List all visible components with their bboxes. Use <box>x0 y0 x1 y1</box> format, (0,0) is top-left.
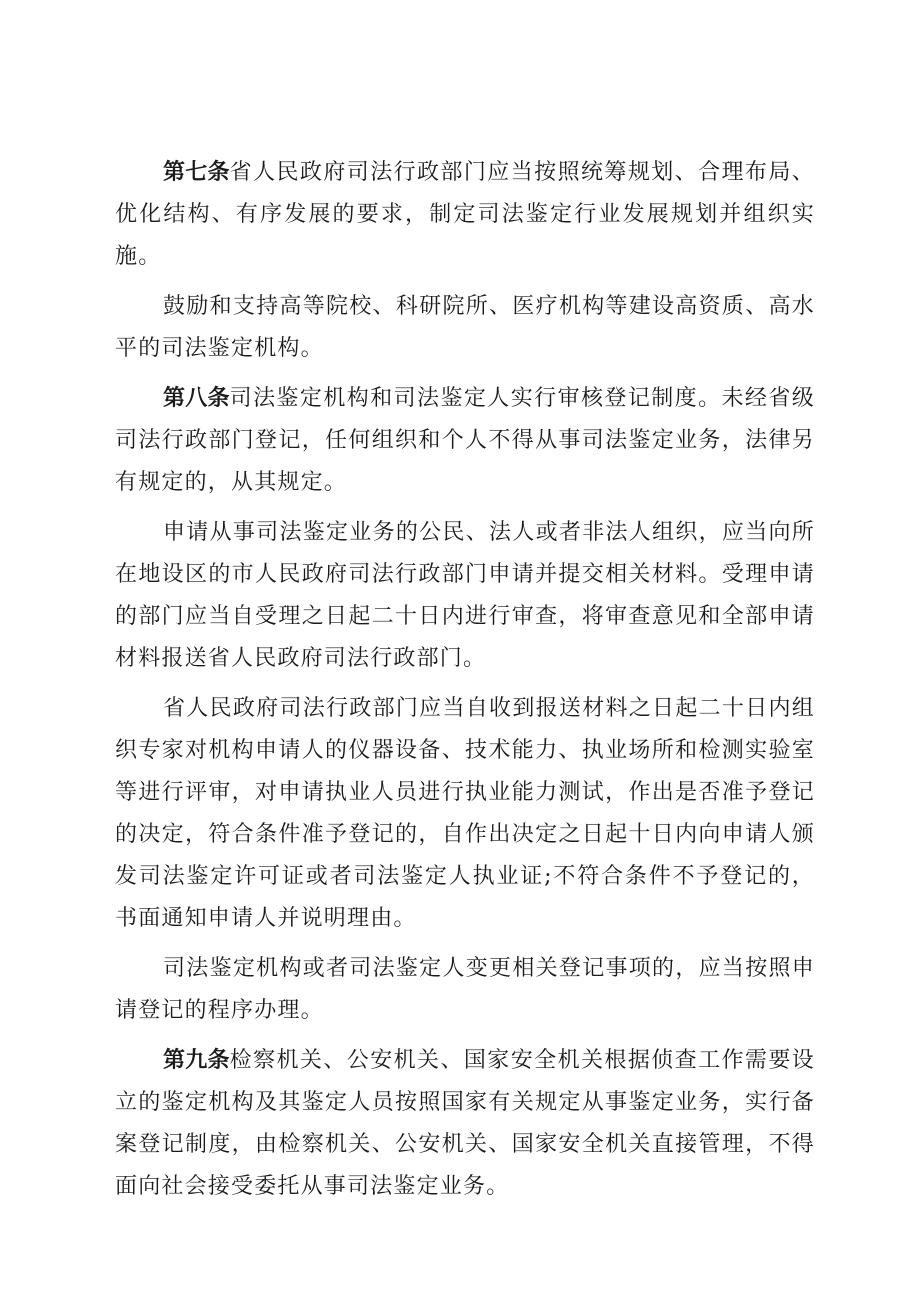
article-7-clause-2 <box>115 286 815 370</box>
article-8-clause-4 <box>115 948 815 1032</box>
article-8-clause-2 <box>115 512 815 680</box>
article-9-text: 检察机关、公安机关、国家安全机关根据侦查工作需要设立的鉴定机构及其鉴定人员按照国家有关规定从事鉴定业务，实行备案登记制度，由检察机关、公安机关、国家安全机关直接管理，不得面向社会接受委托从事司法鉴定业务。 <box>115 1048 815 1199</box>
article-7-text: 省人民政府司法行政部门应当按照统筹规划、合理布局、优化结构、有序发展的要求，制定司法鉴定行业发展规划并组织实施。 <box>115 160 815 269</box>
article-8-paragraph <box>115 378 815 504</box>
article-7-paragraph <box>115 152 815 278</box>
article-8-clause-4-text: 司法鉴定机构或者司法鉴定人变更相关登记事项的，应当按照申请登记的程序办理。 <box>115 956 815 1023</box>
article-7-clause-2-text: 鼓励和支持高等院校、科研院所、医疗机构等建设高资质、高水平的司法鉴定机构。 <box>115 294 815 361</box>
article-9-heading: 第九条 <box>163 1048 230 1073</box>
article-8-clause-3-text: 省人民政府司法行政部门应当自收到报送材料之日起二十日内组织专家对机构申请人的仪器设备、技术能力、执业场所和检测实验室等进行评审，对申请执业人员进行执业能力测试，作出是否准予登记的决定，符合条件准予登记的，自作出决定之日起十日内向申请人颁发司法鉴定许可证或者司法鉴定人执业证;不符合条件不予登记的，书面通知申请人并说明理由。 <box>115 696 815 931</box>
article-8-text: 司法鉴定机构和司法鉴定人实行审核登记制度。未经省级司法行政部门登记，任何组织和个人不得从事司法鉴定业务，法律另有规定的，从其规定。 <box>115 386 815 495</box>
article-8-clause-2-text: 申请从事司法鉴定业务的公民、法人或者非法人组织，应当向所在地设区的市人民政府司法行政部门申请并提交相关材料。受理申请的部门应当自受理之日起二十日内进行审查，将审查意见和全部申请材料报送省人民政府司法行政部门。 <box>115 520 815 671</box>
article-8-heading: 第八条 <box>163 386 230 411</box>
article-8-clause-3 <box>115 688 815 940</box>
document-body <box>115 152 815 1216</box>
article-9-paragraph <box>115 1040 815 1208</box>
article-7-heading: 第七条 <box>163 160 230 185</box>
